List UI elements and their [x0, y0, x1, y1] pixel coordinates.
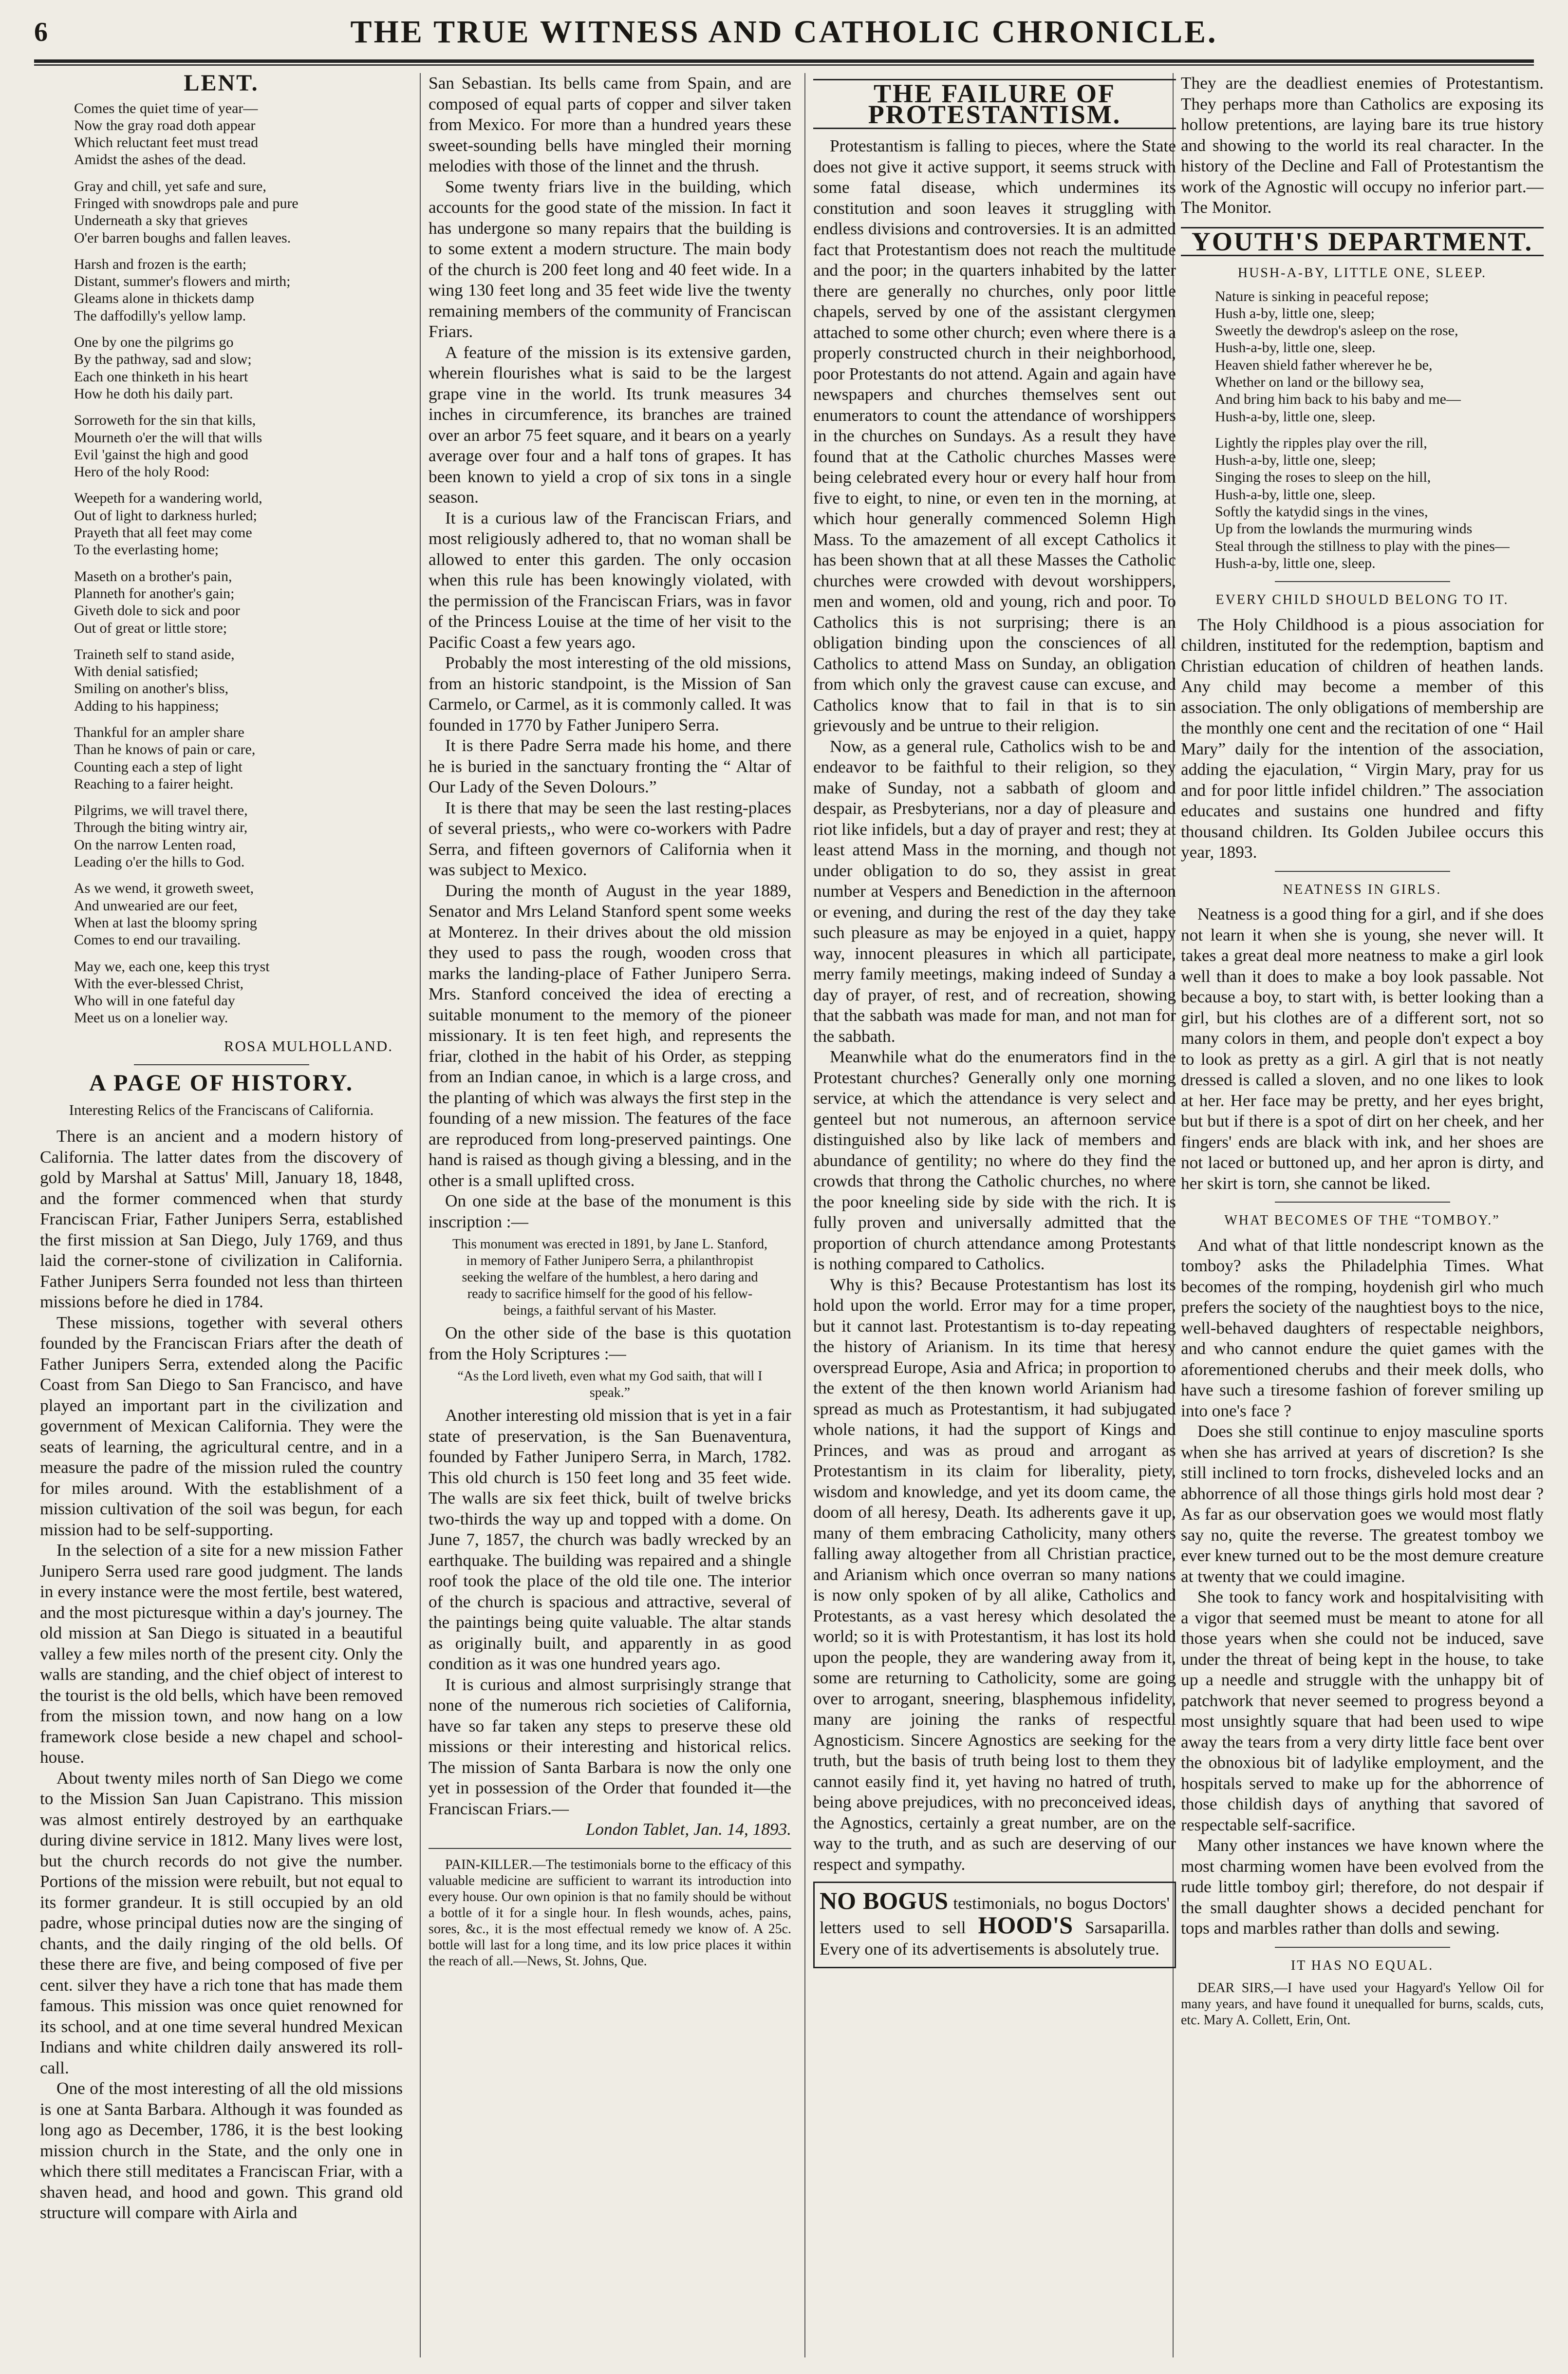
column-4	[1181, 73, 1544, 2362]
paragraph: Many other instances we have known where the most charming women have been evolved from the rude little tomboy girl; therefore, do not despair if the small daughter shows a decided penchant for tops and marbles rather than dolls and sewing.	[1181, 1836, 1544, 1938]
poem-line: As we wend, it groweth sweet,	[74, 880, 254, 897]
paragraph: The Holy Childhood is a pious association for children, instituted for the redemption, baptism and Christian education of children of heathen lands. Any child may become a member of this association. The only obligations of membership are the monthly one cent and the recitation of one “ Hail Mary” daily for the intention of the association, adding the ejaculation, “ Virgin Mary, pray for us and for poor little infidel children.” The association educates and sustains one hundred and fifty thousand children. Its Golden Jubilee occurs this year, 1893.	[1181, 615, 1544, 862]
protestantism-title: THE FAILURE OF PROTESTANTISM.	[813, 79, 1176, 129]
poem-line: Hush-a-by, little one, sleep.	[1215, 339, 1376, 356]
paragraph: And what of that little nondescript known as the tomboy? asks the Philadelphia Times. What becomes of the romping, hoydenish girl who much prefers the society of the naughtiest boys to the nice, well-behaved daughters of respectable neighbors, and who cannot endure the quiet games with the aforementioned cherubs and their meek dolls, who have such a tiresome fashion of forever smiling up into one's face ?	[1181, 1235, 1544, 1420]
column-1	[40, 73, 403, 2362]
divider	[134, 1064, 309, 1065]
poem-line: Out of light to darkness hurled;	[74, 507, 257, 524]
paragraph: It is a curious law of the Franciscan Friars, and most religiously adhered to, that no woman shall be allowed to enter this garden. The only occasion when this rule has been knowingly violated, with the permission of the Franciscan Friars, was in favor of the Princess Louise at the time of her visit to the Pacific Coast a few years ago.	[429, 508, 791, 652]
paragraph: It is curious and almost surprisingly strange that none of the numerous rich societies of California, have so far taken any steps to preserve these old missions or their interesting and historical relics. The mission of Santa Barbara is now the only one yet in possession of the Order that founded it—the Franciscan Friars.—	[429, 1675, 791, 1818]
poem-line: And unwearied are our feet,	[74, 897, 238, 914]
poem-line: Planneth for another's gain;	[74, 585, 235, 602]
paragraph: In the selection of a site for a new mission Father Junipero Serra used rare good judgment. The lands in every instance were the most fertile, best watered, and the most picturesque within a day's journey. The old mission at San Diego is situated in a beautiful valley a few miles north of the present city. Only the walls are standing, and the chief object of interest to the tourist is the old bells, which have been removed from the mission town, and now hang on a low framework close beside a new chapel and school-house.	[40, 1541, 403, 1767]
stanza	[74, 724, 403, 792]
stanza	[74, 100, 403, 169]
poem-line: Hero of the holy Rood:	[74, 464, 210, 480]
stanza	[74, 178, 403, 246]
poem-line: With denial satisfied;	[74, 663, 199, 680]
poem-line: And bring him back to his baby and me—	[1215, 391, 1461, 408]
poem-line: Adding to his happiness;	[74, 697, 219, 714]
divider	[1275, 581, 1450, 582]
divider	[1275, 1202, 1450, 1203]
poem-line: Giveth dole to sick and poor	[74, 603, 240, 619]
poem-line: On the narrow Lenten road,	[74, 836, 236, 853]
lent-author: ROSA MULHOLLAND.	[224, 1037, 393, 1055]
poem-line: Maseth on a brother's pain,	[74, 568, 232, 584]
masthead-rule	[34, 64, 1534, 66]
paragraph: Another interesting old mission that is yet in a fair state of preservation, is the San Buenaventura, founded by Father Junipero Serra, in March, 1782. This old church is 150 feet long and 35 feet wide. The walls are six feet thick, built of twelve bricks two-thirds the way up and topped with a dome. On June 7, 1857, the church was badly wrecked by an earthquake. The building was repaired and a shingle roof took the place of the old tile one. The interior of the church is spacious and attractive, several of the paintings being quite valuable. The altar stands as originally built, and apparently in as good condition as it was one hundred years ago.	[429, 1406, 791, 1673]
poem-line: Underneath a sky that grieves	[74, 212, 248, 229]
poem-line: Reaching to a fairer height.	[74, 775, 234, 792]
equal-title: IT HAS NO EQUAL.	[1290, 1958, 1434, 1973]
poem-line: Thankful for an ampler share	[74, 724, 244, 740]
poem-line: Nature is sinking in peaceful repose;	[1215, 288, 1429, 304]
poem-line: Than he knows of pain or care,	[74, 741, 256, 758]
poem-line: Pilgrims, we will travel there,	[74, 802, 248, 819]
ad-line-2: Sarsaparilla. Every one of its advertisements is absolutely true.	[820, 1918, 1170, 1959]
poem-line: One by one the pilgrims go	[74, 334, 234, 351]
stanza	[1215, 288, 1544, 425]
paper-title: THE TRUE WITNESS AND CATHOLIC CHRONICLE.	[350, 14, 1218, 50]
paragraph: Why is this? Because Protestantism has lost its hold upon the world. Error may for a time proper, but it cannot last. Protestantism is to-day repeating the history of Arianism. In its time that heresy overspread Europe, Asia and Africa; in proportion to the extent of the then known world Arianism had spread as much as Protestantism, it had subjugated whole nations, it had the support of Kings and Princes, and was as proud and arrogant as Protestantism in its claim for liberality, piety, wisdom and knowledge, and yet its doom came, the doom of all heresy, Death. Its adherents gave it up, many of them embracing Catholicity, many others falling away altogether from all Christian practice, and Arianism which once overran so many nations is now only spoken of by all alike, Catholics and Protestants, as a vast heresy which desolated the world; so it is with Protestantism, it has lost its hold upon the people, they are wandering away from it, some are returning to Catholicity, some are going over to arrogant, sneering, blasphemous infidelity, many are joining the ranks of respectful Agnosticism. Sincere Agnostics are seeking for the truth, but the basis of truth being lost to them they cannot easily find it, yet having no hatred of truth, being above prejudices, with no preconceived ideas, the Agnostics, certainly a great number, are on the way to the truth, and as such are deserving of our respect and sympathy.	[813, 1275, 1176, 1874]
column-3	[813, 73, 1176, 2362]
ad-no-bogus: NO BOGUS	[820, 1887, 949, 1914]
poem-line: Meet us on a lonelier way.	[74, 1010, 228, 1026]
poem-line: Leading o'er the hills to God.	[74, 854, 245, 870]
column-rule	[420, 73, 421, 2357]
paragraph: These missions, together with several others founded by the Franciscan Friars after the death of Father Junipers Serra, extended along the Pacific Coast from San Diego to San Francisco, and have played an important part in the civilization and government of Mexican California. They were the seats of learning, the agricultural centre, and in a measure the padre of the mission ruled the country for miles around. With the establishment of a mission cultivation of the soil was begun, for each mission had to be self-supporting.	[40, 1313, 403, 1539]
stanza	[74, 646, 403, 715]
paragraph: Some twenty friars live in the building, which accounts for the good state of the mission. In fact it has undergone so many repairs that the building is to some extent a modern structure. The main body of the church is 200 feet long and 40 feet wide. In a wing 130 feet long and 35 feet wide live the twenty remaining members of the community of Franciscan Friars.	[429, 177, 791, 341]
poem-line: O'er barren boughs and fallen leaves.	[74, 229, 291, 246]
paragraph: About twenty miles north of San Diego we come to the Mission San Juan Capistrano. This mission was almost entirely destroyed by an earthquake during divine service in 1812. Many lives were lost, but the church records do not give the number. Portions of the mission were rebuilt, but not equal to its former grandeur. It is still occupied by an old padre, whose principal duties now are the singing of chants, and the daily ringing of the old bells. Of these there are five, and being composed of five per cent. silver they have a rich tone that has made them famous. This mission was once quiet renowned for its school, and at one time several hundred Mexican Indians and white children daily answered its roll-call.	[40, 1768, 403, 2077]
poem-line: Up from the lowlands the murmuring winds	[1215, 521, 1473, 537]
poem-line: Prayeth that all feet may come	[74, 525, 252, 541]
poem-line: By the pathway, sad and slow;	[74, 351, 252, 368]
stanza	[74, 256, 403, 324]
poem-line: Out of great or little store;	[74, 620, 227, 636]
ad-brand: HOOD'S	[978, 1911, 1073, 1939]
history-title: A PAGE OF HISTORY.	[89, 1070, 354, 1096]
paragraph: On one side at the base of the monument is this inscription :—	[429, 1191, 791, 1231]
poem-line: Mourneth o'er the will that wills	[74, 429, 262, 446]
poem-line: Softly the katydid sings in the vines,	[1215, 504, 1428, 520]
holy-childhood-title: EVERY CHILD SHOULD BELONG TO IT.	[1215, 592, 1509, 608]
hoods-advertisement	[813, 1882, 1176, 1968]
paragraph: Does she still continue to enjoy masculine sports when she has arrived at years of discretion? Is she still inclined to torn frocks, disheveled locks and an abhorrence of all those things girls hold most dear ? As far as our observation goes we would most flatly say no, quite the reverse. The greatest tomboy we ever knew turned out to be the most demure creature at twenty that we could imagine.	[1181, 1422, 1544, 1586]
poem-line: Smiling on another's bliss,	[74, 680, 229, 697]
history-source: London Tablet, Jan. 14, 1893.	[585, 1820, 791, 1839]
page-number: 6	[34, 17, 48, 47]
poem-line: Singing the roses to sleep on the hill,	[1215, 469, 1431, 486]
lullaby-title: HUSH-A-BY, LITTLE ONE, SLEEP.	[1237, 265, 1487, 281]
poem-line: Now the gray road doth appear	[74, 117, 256, 133]
poem-line: Whether on land or the billowy sea,	[1215, 374, 1424, 390]
poem-line: The daffodilly's yellow lamp.	[74, 307, 246, 324]
stanza	[74, 958, 403, 1027]
poem-line: When at last the bloomy spring	[74, 914, 257, 931]
divider	[1275, 1947, 1450, 1948]
poem-line: Sorroweth for the sin that kills,	[74, 412, 256, 429]
poem-line: Comes the quiet time of year—	[74, 100, 258, 116]
paragraph: Now, as a general rule, Catholics wish to be and endeavor to be faithful to their religion, so they make of Sunday, not a sabbath of gloom and despair, as Presbyterians, nor a day of pleasure and riot like infidels, but a day of prayer and rest; they at least attend Mass in the morning, and though not under obligation to do so, they assist in great number at Vespers and Benediction in the afternoon or evening, and during the rest of the day they take such pleasure as may be enjoyed in a quiet, happy way, innocent pleasures in which all participate, merry family meetings, making indeed of Sunday a day of prayer, of rest, and of recreation, showing that the sabbath was made for man, and not man for the sabbath.	[813, 736, 1176, 1046]
stanza	[74, 880, 403, 948]
paragraph: They are the deadliest enemies of Protestantism. They perhaps more than Catholics are exposing its hollow pretentions, are laying bare its true history and showing to the world its real character. In the history of the Decline and Fall of Protestantism the work of the Agnostic will occupy no inferior part.—The Monitor.	[1181, 74, 1544, 217]
poem-line: Counting each a step of light	[74, 758, 243, 775]
poem-line: With the ever-blessed Christ,	[74, 975, 244, 992]
poem-line: Through the biting wintry air,	[74, 819, 248, 836]
poem-line: Harsh and frozen is the earth;	[74, 256, 247, 272]
paragraph: San Sebastian. Its bells came from Spain, and are composed of equal parts of copper and silver taken from Mexico. For more than a hundred years these sweet-sounding bells have mingled their morning melodies with those of the linnet and the thrush.	[429, 74, 791, 175]
column-2	[429, 73, 791, 2362]
poem-line: Hush a-by, little one, sleep;	[1215, 305, 1375, 321]
paragraph: On the other side of the base is this quotation from the Holy Scriptures :—	[429, 1323, 791, 1363]
paragraph: It is there Padre Serra made his home, and there he is buried in the sanctuary fronting the “ Altar of Our Lady of the Seven Dolours.”	[429, 736, 791, 796]
poem-line: Weepeth for a wandering world,	[74, 490, 262, 507]
poem-line: Distant, summer's flowers and mirth;	[74, 273, 291, 290]
poem-line: Which reluctant feet must tread	[74, 134, 259, 151]
poem-line: Hush-a-by, little one, sleep.	[1215, 486, 1376, 503]
pain-killer-notice: PAIN-KILLER.—The testimonials borne to the efficacy of this valuable medicine are sufficient to warrant its introduction into every house. Our own opinion is that no family should be without a bottle of it for a single hour. In flesh wounds, aches, pains, sores, &c., it is the most effectual remedy we know of. A 25c. bottle will last for a long time, and its low price places it within the reach of all.—News, St. Johns, Que.	[429, 1857, 791, 1969]
stanza	[74, 490, 403, 558]
tomboy-title: WHAT BECOMES OF THE “TOMBOY.”	[1224, 1213, 1500, 1228]
lullaby-poem	[1181, 288, 1544, 572]
youth-title: YOUTH'S DEPARTMENT.	[1181, 227, 1544, 257]
masthead	[34, 11, 1534, 63]
paragraph: A feature of the mission is its extensive garden, wherein flourishes what is said to be the largest grape vine in the world. Its trunk measures 34 inches in circumference, its branches are trained over an arbor 75 feet square, and it bears on a yearly average over four and a half tons of grapes. It has been known to yield a crop of six tons in a single season.	[429, 342, 791, 507]
poem-line: How he doth his daily part.	[74, 385, 233, 402]
poem-line: Who will in one fateful day	[74, 993, 235, 1009]
poem-line: Steal through the stillness to play with the pines—	[1215, 538, 1510, 554]
paragraph: She took to fancy work and hospitalvisiting with a vigor that seemed must be meant to atone for all those years when she could not be induced, save under the threat of being kept in the house, to take up a needle and struggle with the unhappy bit of patchwork that never seemed to progress beyond a most unsightly square that had been used to wipe away the tears from a very dirty little face bent over the obnoxious bit of ladylike employment, and the hospitals served to make up for the abhorrence of those childish days of anything that savored of respectable self-sacrifice.	[1181, 1587, 1544, 1834]
ad-line-1: testimonials, no bogus Doctors' letters used to sell	[820, 1894, 1170, 1937]
stanza	[74, 802, 403, 870]
stanza	[74, 334, 403, 402]
poem-line: Sweetly the dewdrop's asleep on the rose,	[1215, 322, 1458, 339]
poem-line: Comes to end our travailing.	[74, 932, 241, 948]
paragraph: It is there that may be seen the last resting-places of several priests,, who were co-workers with Padre Serra, and fifteen governors of California when it was subject to Mexico.	[429, 798, 791, 879]
poem-line: May we, each one, keep this tryst	[74, 958, 270, 975]
poem-line: Hush-a-by, little one, sleep.	[1215, 408, 1376, 425]
poem-line: Amidst the ashes of the dead.	[74, 151, 246, 168]
poem-line: To the everlasting home;	[74, 542, 219, 558]
divider	[1275, 871, 1450, 872]
poem-line: Each one thinketh in his heart	[74, 368, 248, 385]
poem-line: Gleams alone in thickets damp	[74, 290, 254, 307]
lent-poem	[40, 100, 403, 1027]
paragraph: Meanwhile what do the enumerators find in the Protestant churches? Generally only one morning service, at which the attendance is very select and genteel but not numerous, an afternoon service distinguished also by like lack of members and abundance of gentility; no where do they find the crowds that throng the Catholic churches, no where the poor kneeling side by side with the rich. It is fully proven and universally admitted that the proportion of church attendance among Protestants is nothing compared to Catholics.	[813, 1047, 1176, 1273]
paragraph: Protestantism is falling to pieces, where the State does not give it active support, it seems struck with some fatal disease, which undermines its constitution and soon leaves it struggling with endless divisions and controversies. It is an admitted fact that Protestantism does not reach the multitude and the poor; in the quarters inhabited by the latter there are generally no churches, only poor little chapels, served by one of the assistant clergymen attached to some other church; even where there is a properly constructed church in their neighborhood, poor Protestants do not attend. Again and again have newspapers and churches themselves sent out enumerators to count the attendance of worshippers in the churches on Sundays. As a result they have found that at the Catholic churches Masses were being celebrated every hour or every half hour from five to eight, to nine, or even ten in the morning, at which hour generally commenced Solemn High Mass. To the amazement of all except Catholics it has been shown that at all these Masses the Catholic churches were crowded with devout worshippers, men and women, old and young, rich and poor. To Catholics this is not surprising; there is an obligation binding upon the consciences of all Catholics to attend Mass on Sunday, an obligation from which only the gravest cause can excuse, and Catholics know that to fail in that is to sin grievously and be untrue to their religion.	[813, 136, 1176, 735]
paragraph: One of the most interesting of all the old missions is one at Santa Barbara. Although it was founded as long ago as December, 1786, it is the best looking mission church in the State, and the only one in which there still meditates a Franciscan Friar, with a shaven head, and hood and gown. This grand old structure will compare with Airla and	[40, 2079, 403, 2223]
poem-line: Fringed with snowdrops pale and pure	[74, 195, 299, 211]
poem-line: Traineth self to stand aside,	[74, 646, 235, 662]
poem-line: Gray and chill, yet safe and sure,	[74, 178, 266, 194]
paragraph: Neatness is a good thing for a girl, and if she does not learn it when she is young, she never will. It takes a great deal more neatness to make a girl look well than it does to make a boy look passable. Not because a boy, to start with, is better looking than a girl, but his clothes are of a different sort, not so many colors in them, and people don't expect a boy to look as pretty as a girl. A girl that is not neatly dressed is called a sloven, and no one likes to look at her. Her face may be pretty, and her eyes bright, but but if there is a spot of dirt on her cheek, and her fingers' ends are black with ink, and her shoes are not laced or buttoned up, and her apron is dirty, and her skirt is torn, she cannot be liked.	[1181, 904, 1544, 1193]
history-subtitle: Interesting Relics of the Franciscans of California.	[69, 1101, 374, 1118]
scripture-quote: “As the Lord liveth, even what my God saith, that will I speak.”	[457, 1369, 763, 1400]
column-rule	[804, 73, 805, 2357]
poem-line: Heaven shield father wherever he be,	[1215, 357, 1433, 373]
neatness-title: NEATNESS IN GIRLS.	[1283, 882, 1442, 897]
poem-line: Hush-a-by, little one, sleep.	[1215, 555, 1376, 571]
poem-line: Lightly the ripples play over the rill,	[1215, 434, 1427, 451]
divider	[429, 1848, 791, 1849]
paragraph: There is an ancient and a modern history of California. The latter dates from the discovery of gold by Marshal at Sattus' Mill, January 18, 1848, and the former commenced when that sturdy Franciscan Friar, Father Junipers Serra, established the first mission at San Diego, July 1769, and thus laid the corner-stone of civilization in California. Father Junipers Serra founded not less than thirteen missions before he died in 1784.	[40, 1127, 403, 1312]
stanza	[74, 412, 403, 480]
poem-line: Hush-a-by, little one, sleep;	[1215, 452, 1376, 469]
monument-inscription: This monument was erected in 1891, by Jane L. Stanford, in memory of Father Junipero Serra, a philanthropist seeking the welfare of the humblest, a hero daring and ready to sacrifice himself for the good of his fellow-beings, a faithful servant of his Master.	[452, 1237, 767, 1318]
lent-title: LENT.	[184, 73, 259, 96]
poem-line: Evil 'gainst the high and good	[74, 446, 248, 463]
stanza	[1215, 434, 1544, 572]
paragraph: DEAR SIRS,—I have used your Hagyard's Yellow Oil for many years, and have found it unequalled for burns, scalds, cuts, etc. Mary A. Collett, Erin, Ont.	[1181, 1980, 1544, 2028]
paragraph: Probably the most interesting of the old missions, from an historic standpoint, is the Mission of San Carmelo, or Carmel, as it is commonly called. It was founded in 1770 by Father Junipero Serra.	[429, 653, 791, 735]
paragraph: During the month of August in the year 1889, Senator and Mrs Leland Stanford spent some weeks at Monterez. In their drives about the old mission they used to pass the rough, wooden cross that marks the landing-place of Father Junipero Serra. Mrs. Stanford conceived the idea of erecting a suitable monument to the memory of the pioneer missionary. It is ten feet high, and represents the friar, clothed in the habit of his Order, as stepping from an Indian canoe, in which is a large cross, and the planting of which was always the first step in the founding of a new mission. The features of the face are reproduced from long-preserved paintings. One hand is raised as though giving a blessing, and in the other is a small uplifted cross.	[429, 881, 791, 1190]
stanza	[74, 568, 403, 637]
